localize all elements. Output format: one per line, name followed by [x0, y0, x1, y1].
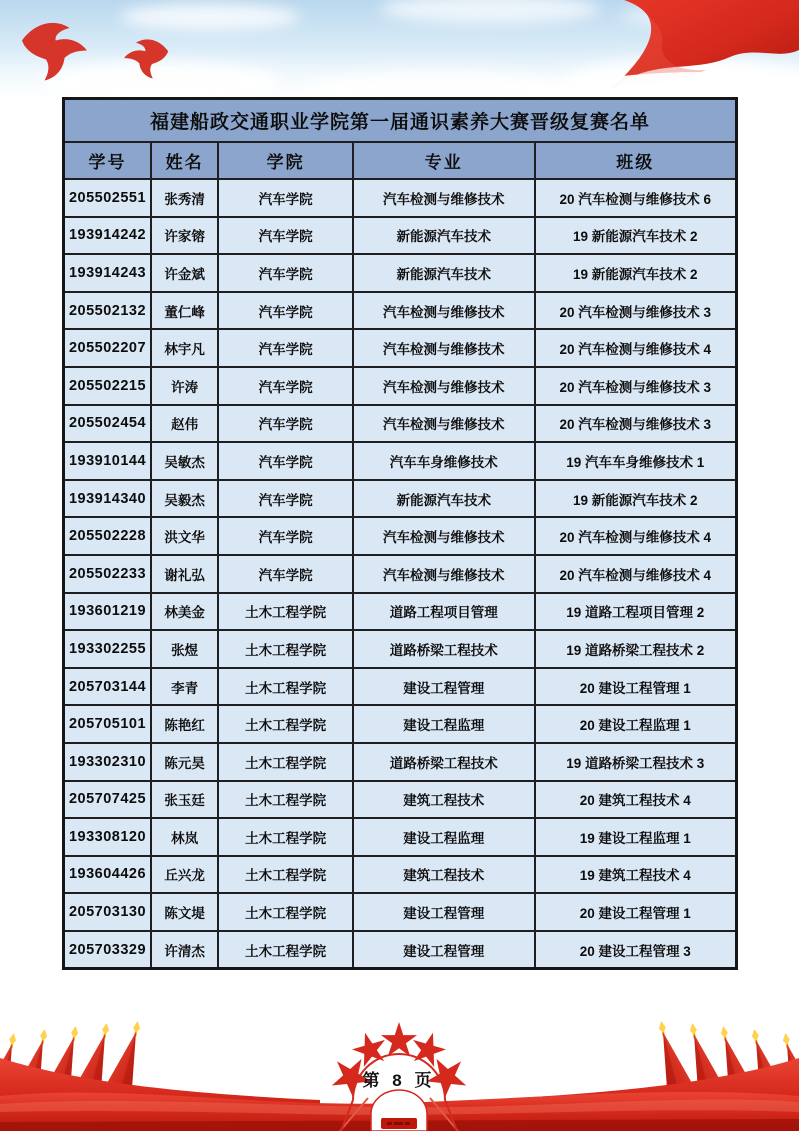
table-row — [64, 367, 737, 405]
name-cell: 张秀清 — [151, 179, 218, 217]
name-cell: 吴敏杰 — [151, 442, 218, 480]
table-body — [64, 179, 737, 969]
table-row — [64, 931, 737, 969]
student-id-cell: 193914340 — [64, 480, 151, 518]
class-cell: 20 建设工程监理 1 — [535, 705, 737, 743]
header-college: 学院 — [218, 142, 353, 179]
college-cell: 汽车学院 — [218, 405, 353, 443]
class-cell: 19 新能源汽车技术 2 — [535, 480, 737, 518]
name-cell: 张煜 — [151, 630, 218, 668]
name-cell: 陈文堤 — [151, 893, 218, 931]
student-id-cell: 205502132 — [64, 292, 151, 330]
page-number: 第 8 页 — [362, 1071, 436, 1090]
student-id-cell: 193302310 — [64, 743, 151, 781]
major-cell: 汽车检测与维修技术 — [353, 517, 535, 555]
table-header-row — [64, 142, 737, 179]
class-cell: 20 汽车检测与维修技术 3 — [535, 292, 737, 330]
table-row — [64, 593, 737, 631]
major-cell: 建设工程管理 — [353, 931, 535, 969]
class-cell: 19 道路桥梁工程技术 3 — [535, 743, 737, 781]
college-cell: 土木工程学院 — [218, 668, 353, 706]
major-cell: 道路工程项目管理 — [353, 593, 535, 631]
college-cell: 汽车学院 — [218, 480, 353, 518]
table-row — [64, 856, 737, 894]
college-cell: 土木工程学院 — [218, 630, 353, 668]
table-row — [64, 292, 737, 330]
college-cell: 土木工程学院 — [218, 931, 353, 969]
class-cell: 19 新能源汽车技术 2 — [535, 254, 737, 292]
table-row — [64, 705, 737, 743]
name-cell: 林宇凡 — [151, 329, 218, 367]
student-id-cell: 193308120 — [64, 818, 151, 856]
table-title-row — [64, 99, 737, 143]
name-cell: 吴毅杰 — [151, 480, 218, 518]
name-cell: 张玉廷 — [151, 781, 218, 819]
red-doves-icon — [22, 23, 168, 100]
class-cell: 20 建筑工程技术 4 — [535, 781, 737, 819]
major-cell: 新能源汽车技术 — [353, 480, 535, 518]
student-id-cell: 193914242 — [64, 217, 151, 255]
table-row — [64, 254, 737, 292]
student-id-cell: 205703144 — [64, 668, 151, 706]
college-cell: 土木工程学院 — [218, 781, 353, 819]
college-cell: 土木工程学院 — [218, 705, 353, 743]
class-cell: 20 建设工程管理 1 — [535, 893, 737, 931]
class-cell: 20 汽车检测与维修技术 4 — [535, 517, 737, 555]
name-cell: 陈艳红 — [151, 705, 218, 743]
table-row — [64, 555, 737, 593]
name-cell: 陈元昊 — [151, 743, 218, 781]
table-row — [64, 517, 737, 555]
major-cell: 汽车检测与维修技术 — [353, 555, 535, 593]
major-cell: 建筑工程技术 — [353, 781, 535, 819]
college-cell: 土木工程学院 — [218, 593, 353, 631]
table-row — [64, 743, 737, 781]
table-row — [64, 179, 737, 217]
header-name: 姓名 — [151, 142, 218, 179]
header-student-id: 学号 — [64, 142, 151, 179]
table-row — [64, 217, 737, 255]
table-row — [64, 818, 737, 856]
student-id-cell: 205705101 — [64, 705, 151, 743]
college-cell: 汽车学院 — [218, 179, 353, 217]
student-id-cell: 205502233 — [64, 555, 151, 593]
major-cell: 建设工程监理 — [353, 818, 535, 856]
major-cell: 新能源汽车技术 — [353, 254, 535, 292]
class-cell: 20 汽车检测与维修技术 3 — [535, 405, 737, 443]
class-cell: 20 汽车检测与维修技术 3 — [535, 367, 737, 405]
student-id-cell: 193910144 — [64, 442, 151, 480]
college-cell: 土木工程学院 — [218, 818, 353, 856]
major-cell: 道路桥梁工程技术 — [353, 743, 535, 781]
name-cell: 林美金 — [151, 593, 218, 631]
college-cell: 土木工程学院 — [218, 856, 353, 894]
table-row — [64, 630, 737, 668]
student-id-cell: 193914243 — [64, 254, 151, 292]
name-cell: 赵伟 — [151, 405, 218, 443]
student-id-cell: 205703130 — [64, 893, 151, 931]
name-cell: 董仁峰 — [151, 292, 218, 330]
header-major: 专业 — [353, 142, 535, 179]
student-id-cell: 205502207 — [64, 329, 151, 367]
college-cell: 汽车学院 — [218, 254, 353, 292]
major-cell: 汽车检测与维修技术 — [353, 367, 535, 405]
table-row — [64, 405, 737, 443]
class-cell: 20 汽车检测与维修技术 4 — [535, 329, 737, 367]
name-cell: 丘兴龙 — [151, 856, 218, 894]
college-cell: 汽车学院 — [218, 217, 353, 255]
class-cell: 19 建设工程监理 1 — [535, 818, 737, 856]
class-cell: 20 建设工程管理 1 — [535, 668, 737, 706]
name-cell: 李青 — [151, 668, 218, 706]
table-row — [64, 893, 737, 931]
student-id-cell: 205502551 — [64, 179, 151, 217]
name-cell: 许涛 — [151, 367, 218, 405]
name-cell: 许金斌 — [151, 254, 218, 292]
table-row — [64, 480, 737, 518]
class-cell: 19 新能源汽车技术 2 — [535, 217, 737, 255]
major-cell: 汽车检测与维修技术 — [353, 292, 535, 330]
table-row — [64, 781, 737, 819]
student-id-cell: 205707425 — [64, 781, 151, 819]
red-flag-icon — [530, 0, 799, 100]
class-cell: 20 汽车检测与维修技术 4 — [535, 555, 737, 593]
table-row — [64, 442, 737, 480]
name-cell: 许家镕 — [151, 217, 218, 255]
college-cell: 土木工程学院 — [218, 743, 353, 781]
major-cell: 汽车检测与维修技术 — [353, 179, 535, 217]
name-cell: 谢礼弘 — [151, 555, 218, 593]
college-cell: 汽车学院 — [218, 517, 353, 555]
class-cell: 19 道路工程项目管理 2 — [535, 593, 737, 631]
roster-table — [62, 97, 738, 970]
class-cell: 19 道路桥梁工程技术 2 — [535, 630, 737, 668]
class-cell: 20 汽车检测与维修技术 6 — [535, 179, 737, 217]
header-decoration — [0, 0, 799, 100]
college-cell: 汽车学院 — [218, 292, 353, 330]
student-id-cell: 193302255 — [64, 630, 151, 668]
page-title: 福建船政交通职业学院第一届通识素养大赛晋级复赛名单 — [64, 99, 737, 143]
major-cell: 汽车检测与维修技术 — [353, 329, 535, 367]
major-cell: 建设工程监理 — [353, 705, 535, 743]
table-row — [64, 668, 737, 706]
student-id-cell: 205703329 — [64, 931, 151, 969]
student-id-cell: 193604426 — [64, 856, 151, 894]
student-id-cell: 205502215 — [64, 367, 151, 405]
header-class: 班级 — [535, 142, 737, 179]
class-cell: 20 建设工程管理 3 — [535, 931, 737, 969]
major-cell: 汽车检测与维修技术 — [353, 405, 535, 443]
class-cell: 19 汽车车身维修技术 1 — [535, 442, 737, 480]
major-cell: 道路桥梁工程技术 — [353, 630, 535, 668]
name-cell: 许清杰 — [151, 931, 218, 969]
student-id-cell: 193601219 — [64, 593, 151, 631]
student-id-cell: 205502228 — [64, 517, 151, 555]
college-cell: 汽车学院 — [218, 442, 353, 480]
table-row — [64, 329, 737, 367]
college-cell: 汽车学院 — [218, 329, 353, 367]
name-cell: 洪文华 — [151, 517, 218, 555]
student-id-cell: 205502454 — [64, 405, 151, 443]
college-cell: 汽车学院 — [218, 555, 353, 593]
major-cell: 建筑工程技术 — [353, 856, 535, 894]
class-cell: 19 建筑工程技术 4 — [535, 856, 737, 894]
major-cell: 汽车车身维修技术 — [353, 442, 535, 480]
name-cell: 林岚 — [151, 818, 218, 856]
major-cell: 建设工程管理 — [353, 668, 535, 706]
college-cell: 汽车学院 — [218, 367, 353, 405]
college-cell: 土木工程学院 — [218, 893, 353, 931]
major-cell: 建设工程管理 — [353, 893, 535, 931]
major-cell: 新能源汽车技术 — [353, 217, 535, 255]
